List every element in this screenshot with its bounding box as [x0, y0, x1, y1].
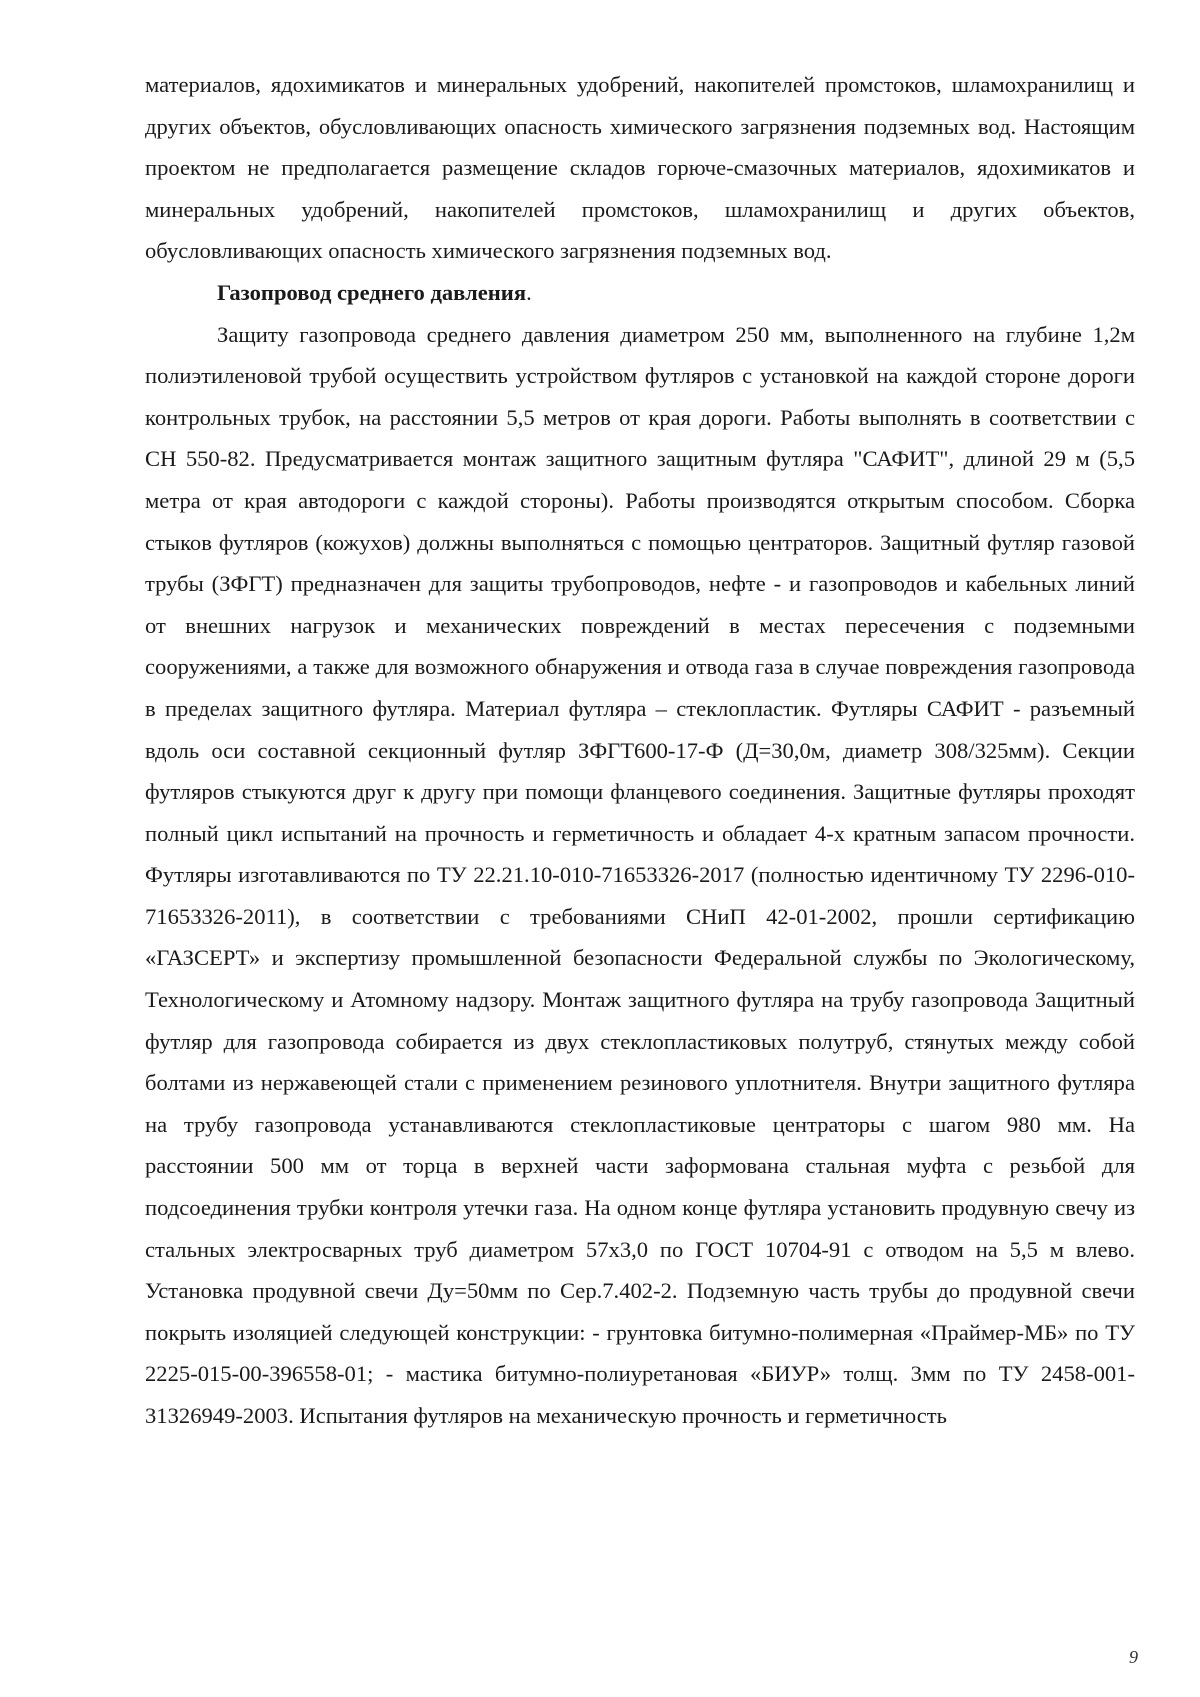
section-heading-text: Газопровод среднего давления	[217, 279, 527, 305]
document-page	[145, 64, 1135, 1437]
page-number: 9	[1129, 1647, 1138, 1667]
section-heading	[145, 272, 1135, 314]
paragraph-body: Защиту газопровода среднего давления диаметром 250 мм, выполненного на глубине 1,2м полиэтиленовой трубой осуществить устройством футляров с установкой на каждой стороне дороги контрольных трубок, на расстоянии 5,5 метров от края дороги. Работы выполнять в соответствии с СН 550-82. Предусматривается монтаж защитного защитным футляра "САФИТ", длиной 29 м (5,5 метра от края автодороги с каждой стороны). Работы производятся открытым способом. Сборка стыков футляров (кожухов) должны выполняться с помощью центраторов. Защитный футляр газовой трубы (ЗФГТ) предназначен для защиты трубопроводов, нефте - и газопроводов и кабельных линий от внешних нагрузок и механических повреждений в местах пересечения с подземными сооружениями, а также для возможного обнаружения и отвода газа в случае повреждения газопровода в пределах защитного футляра. Материал футляра – стеклопластик. Футляры САФИТ - разъемный вдоль оси составной секционный футляр ЗФГТ600-17-Ф (Д=30,0м, диаметр 308/325мм). Секции футляров стыкуются друг к другу при помощи фланцевого соединения. Защитные футляры проходят полный цикл испытаний на прочность и герметичность и обладает 4-х кратным запасом прочности. Футляры изготавливаются по ТУ 22.21.10-010-71653326-2017 (полностью идентичному ТУ 2296-010- 71653326-2011), в соответствии с требованиями СНиП 42-01-2002, прошли сертификацию «ГАЗСЕРТ» и экспертизу промышленной безопасности Федеральной службы по Экологическому, Технологическому и Атомному надзору. Монтаж защитного футляра на трубу газопровода Защитный футляр для газопровода собирается из двух стеклопластиковых полутруб, стянутых между собой болтами из нержавеющей стали с применением резинового уплотнителя. Внутри защитного футляра на трубу газопровода устанавливаются стеклопластиковые центраторы с шагом 980 мм. На расстоянии 500 мм от торца в верхней части заформована стальная муфта с резьбой для подсоединения трубки контроля утечки газа. На одном конце футляра установить продувную свечу из стальных электросварных труб диаметром 57х3,0 по ГОСТ 10704-91 с отводом на 5,5 м влево. Установка продувной свечи Ду=50мм по Сер.7.402-2. Подземную часть трубы до продувной свечи покрыть изоляцией следующей конструкции: - грунтовка битумно-полимерная «Праймер-МБ» по ТУ 2225-015-00-396558-01; - мастика битумно-полиуретановая «БИУР» толщ. 3мм по ТУ 2458-001-31326949-2003. Испытания футляров на механическую прочность и герметичность	[145, 321, 1135, 1428]
paragraph-continuation: материалов, ядохимикатов и минеральных удобрений, накопителей промстоков, шламохранилищ и других объектов, обусловливающих опасность химического загрязнения подземных вод. Настоящим проектом не предполагается размещение складов горюче-смазочных материалов, ядохимикатов и минеральных удобрений, накопителей промстоков, шламохранилищ и других объектов, обусловливающих опасность химического загрязнения подземных вод.	[145, 72, 1135, 264]
section-heading-punct: .	[526, 279, 532, 305]
